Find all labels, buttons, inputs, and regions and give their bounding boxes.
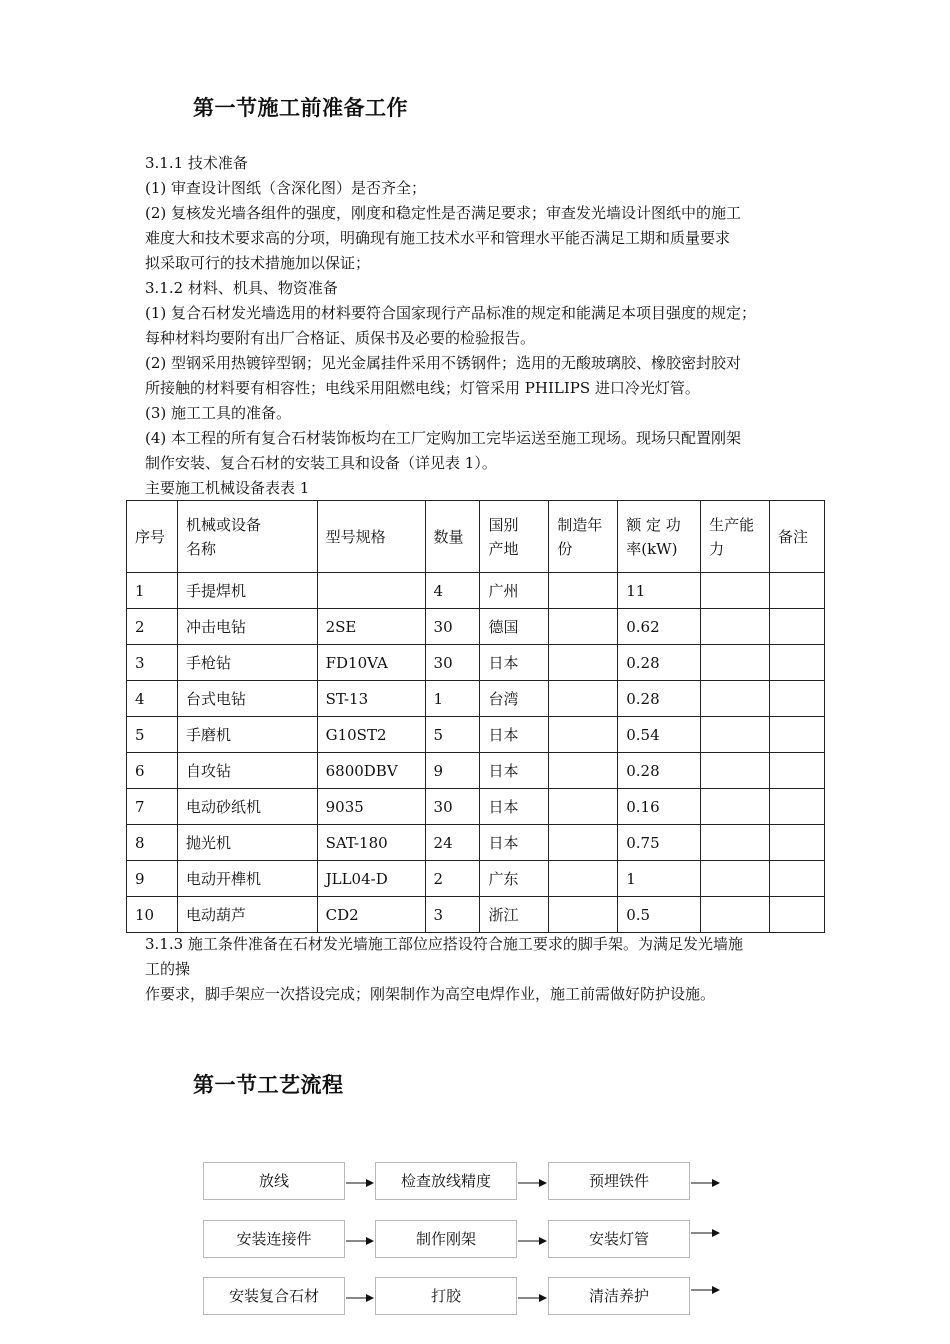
table-cell: 广东 <box>480 861 549 897</box>
text-line: 作要求，脚手架应一次搭设完成；刚架制作为高空电焊作业，施工前需做好防护设施。 <box>145 985 716 1003</box>
table-cell: 4 <box>127 681 178 717</box>
column-header: 制造年 份 <box>549 501 618 573</box>
table-cell: 5 <box>127 717 178 753</box>
table-cell: 30 <box>425 645 480 681</box>
table-cell: 浙江 <box>480 897 549 933</box>
arrow-head <box>712 1229 720 1237</box>
text-line: 3.1.3 施工条件准备在石材发光墙施工部位应搭设符合施工要求的脚手架。为满足发光墙施 <box>145 935 743 953</box>
column-header: 序号 <box>127 501 178 573</box>
arrow-head <box>366 1237 374 1245</box>
table-cell: 德国 <box>480 609 549 645</box>
table-cell: 0.54 <box>618 717 701 753</box>
arrow-head <box>539 1179 547 1187</box>
table-cell: 日本 <box>480 789 549 825</box>
table-cell: FD10VA <box>317 645 425 681</box>
text-line: 拟采取可行的技术措施加以保证； <box>145 254 371 272</box>
flow-step-box: 检查放线精度 <box>375 1162 517 1200</box>
text-line: 所接触的材料要有相容性；电线采用阻燃电线；灯管采用 PHILIPS 进口冷光灯管。 <box>145 379 700 397</box>
column-header: 型号规格 <box>317 501 425 573</box>
table-cell: 9 <box>425 753 480 789</box>
table-cell: 电动砂纸机 <box>177 789 317 825</box>
table-cell: 0.62 <box>618 609 701 645</box>
table-cell: 台湾 <box>480 681 549 717</box>
flow-step-box: 打胶 <box>375 1277 517 1315</box>
table-cell: CD2 <box>317 897 425 933</box>
column-header: 额 定 功 率(kW) <box>618 501 701 573</box>
table-cell: 30 <box>425 789 480 825</box>
flow-step-box: 安装复合石材 <box>203 1277 345 1315</box>
table-cell: 24 <box>425 825 480 861</box>
text-line: (2) 型钢采用热镀锌型钢；见光金属挂件采用不锈钢件；选用的无酸玻璃胶、橡胶密封胶对 <box>145 354 742 372</box>
table-cell: 7 <box>127 789 178 825</box>
text-line: (1) 复合石材发光墙选用的材料要符合国家现行产品标准的规定和能满足本项目强度的规定； <box>145 304 757 322</box>
text-line: 难度大和技术要求高的分项，明确现有施工技术水平和管理水平能否满足工期和质量要求 <box>145 229 731 247</box>
column-header: 生产能 力 <box>701 501 770 573</box>
arrow-head <box>539 1294 547 1302</box>
text-line: 3.1.1 技术准备 <box>145 154 248 172</box>
column-header: 数量 <box>425 501 480 573</box>
table-cell: 日本 <box>480 717 549 753</box>
section-heading-preparation: 第一节施工前准备工作 <box>193 95 408 120</box>
text-line: (1) 审查设计图纸（含深化图）是否齐全； <box>145 179 427 197</box>
table-cell: 6 <box>127 753 178 789</box>
table-cell: 0.28 <box>618 681 701 717</box>
table-cell: 0.28 <box>618 753 701 789</box>
table-cell: 台式电钻 <box>177 681 317 717</box>
table-cell: 0.75 <box>618 825 701 861</box>
table-cell: 电动开榫机 <box>177 861 317 897</box>
table-cell: 6800DBV <box>317 753 425 789</box>
table-cell: 2 <box>425 861 480 897</box>
table-cell: 11 <box>618 573 701 609</box>
table-cell: 4 <box>425 573 480 609</box>
text-line: 3.1.2 材料、机具、物资准备 <box>145 279 338 297</box>
flow-step-box: 预埋铁件 <box>548 1162 690 1200</box>
table-cell: 9035 <box>317 789 425 825</box>
arrow-head <box>712 1286 720 1294</box>
table-cell: 5 <box>425 717 480 753</box>
table-cell: 1 <box>425 681 480 717</box>
table-cell: ST-13 <box>317 681 425 717</box>
flow-step-box: 放线 <box>203 1162 345 1200</box>
table-cell: 0.16 <box>618 789 701 825</box>
arrow-head <box>366 1179 374 1187</box>
table-cell: 1 <box>127 573 178 609</box>
table-cell: 8 <box>127 825 178 861</box>
text-line: 主要施工机械设备表表 1 <box>145 479 310 497</box>
section-heading-process-flow: 第一节工艺流程 <box>193 1072 344 1097</box>
table-cell: 日本 <box>480 825 549 861</box>
arrow-head <box>366 1294 374 1302</box>
table-cell: 日本 <box>480 753 549 789</box>
table-cell: 冲击电钻 <box>177 609 317 645</box>
table-cell: 30 <box>425 609 480 645</box>
table-cell: 3 <box>425 897 480 933</box>
table-cell: SAT-180 <box>317 825 425 861</box>
text-line: 工的操 <box>145 960 191 978</box>
column-header: 机械或设备 名称 <box>177 501 317 573</box>
text-line: (2) 复核发光墙各组件的强度，刚度和稳定性是否满足要求；审查发光墙设计图纸中的施工 <box>145 204 742 222</box>
column-header: 备注 <box>770 501 825 573</box>
table-cell: JLL04-D <box>317 861 425 897</box>
text-line: (4) 本工程的所有复合石材装饰板均在工厂定购加工完毕运送至施工现场。现场只配置刚架 <box>145 429 742 447</box>
flow-step-box: 清洁养护 <box>548 1277 690 1315</box>
arrow-head <box>712 1179 720 1187</box>
table-cell: 自攻钻 <box>177 753 317 789</box>
table-cell: 广州 <box>480 573 549 609</box>
table-cell: 抛光机 <box>177 825 317 861</box>
text-line: 每种材料均要附有出厂合格证、质保书及必要的检验报告。 <box>145 329 536 347</box>
table-cell: 9 <box>127 861 178 897</box>
table-cell: 电动葫芦 <box>177 897 317 933</box>
table-cell: 日本 <box>480 645 549 681</box>
table-cell: G10ST2 <box>317 717 425 753</box>
table-cell: 3 <box>127 645 178 681</box>
text-line: (3) 施工工具的准备。 <box>145 404 292 422</box>
table-cell: 2 <box>127 609 178 645</box>
table-cell: 手磨机 <box>177 717 317 753</box>
table-cell: 2SE <box>317 609 425 645</box>
flow-step-box: 制作刚架 <box>375 1220 517 1258</box>
flow-step-box: 安装灯管 <box>548 1220 690 1258</box>
text-line: 制作安装、复合石材的安装工具和设备（详见表 1）。 <box>145 454 497 472</box>
table-cell: 10 <box>127 897 178 933</box>
table-cell: 0.28 <box>618 645 701 681</box>
arrow-head <box>539 1237 547 1245</box>
table-cell: 手提焊机 <box>177 573 317 609</box>
flow-step-box: 安装连接件 <box>203 1220 345 1258</box>
column-header: 国别 产地 <box>480 501 549 573</box>
table-cell: 手枪钻 <box>177 645 317 681</box>
table-cell: 0.5 <box>618 897 701 933</box>
table-cell: 1 <box>618 861 701 897</box>
